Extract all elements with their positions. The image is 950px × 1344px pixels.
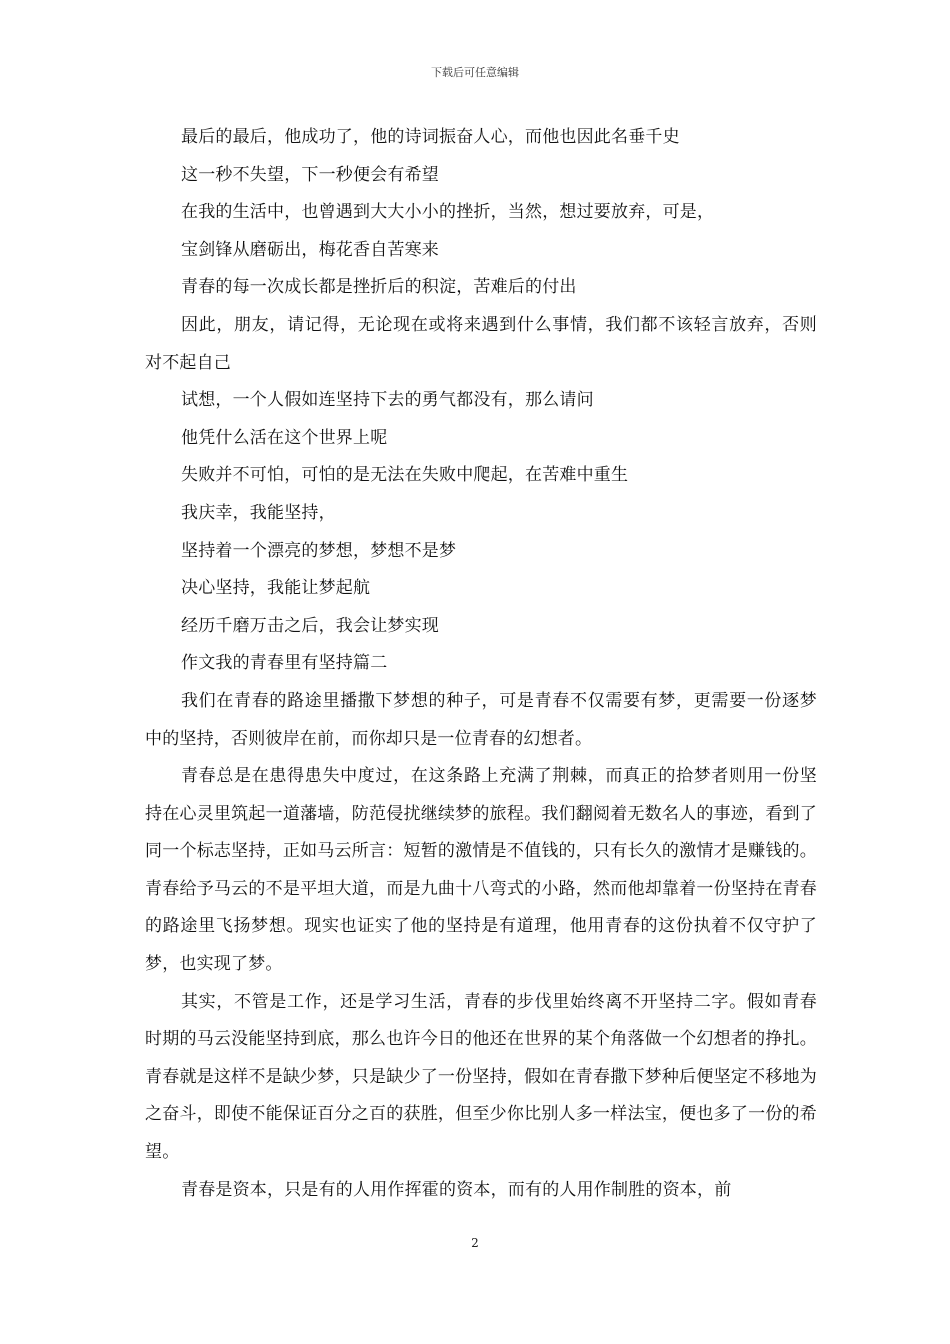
paragraph: 我们在青春的路途里播撒下梦想的种子，可是青春不仅需要有梦，更需要一份逐梦中的坚持，否则彼岸在前，而你却只是一位青春的幻想者。	[145, 690, 817, 749]
paragraph: 这一秒不失望，下一秒便会有希望	[181, 164, 439, 185]
paragraph: 他凭什么活在这个世界上呢	[181, 427, 388, 448]
paragraph: 其实，不管是工作，还是学习生活，青春的步伐里始终离不开坚持二字。假如青春时期的马云没能坚持到底，那么也许今日的他还在世界的某个角落做一个幻想者的挣扎。青春就是这样不是缺少梦，只是缺少了一份坚持，假如在青春撒下梦种后便坚定不移地为之奋斗，即使不能保证百分之百的获胜，但至少你比别人多一样法宝，便也多了一份的希望。	[145, 991, 817, 1163]
paragraph: 我庆幸，我能坚持，	[181, 502, 336, 523]
document-body	[145, 119, 817, 1209]
paragraph: 经历千磨万击之后，我会让梦实现	[181, 615, 439, 636]
paragraph: 在我的生活中，也曾遇到大大小小的挫折，当然，想过要放弃，可是，	[181, 202, 715, 223]
paragraph: 最后的最后，他成功了，他的诗词振奋人心，而他也因此名垂千史	[181, 127, 680, 147]
paragraph: 青春是资本，只是有的人用作挥霍的资本，而有的人用作制胜的资本，前	[181, 1179, 732, 1200]
paragraph: 青春总是在患得患失中度过，在这条路上充满了荆棘，而真正的拾梦者则用一份坚持在心灵里筑起一道藩墙，防范侵扰继续梦的旅程。我们翻阅着无数名人的事迹，看到了同一个标志坚持，正如马云所言：短暂的激情是不值钱的，只有长久的激情才是赚钱的。青春给予马云的不是平坦大道，而是九曲十八弯式的小路，然而他却靠着一份坚持在青春的路途里飞扬梦想。现实也证实了他的坚持是有道理，他用青春的这份执着不仅守护了梦，也实现了梦。	[145, 766, 817, 975]
paragraph: 青春的每一次成长都是挫折后的积淀，苦难后的付出	[181, 277, 577, 298]
paragraph: 因此，朋友，请记得，无论现在或将来遇到什么事情，我们都不该轻言放弃，否则对不起自己	[145, 314, 817, 373]
page-number: 2	[471, 1236, 479, 1250]
paragraph: 宝剑锋从磨砺出，梅花香自苦寒来	[181, 239, 439, 260]
page-header: 下载后可任意编辑	[431, 66, 519, 79]
paragraph: 失败并不可怕，可怕的是无法在失败中爬起，在苦难中重生	[181, 465, 629, 486]
paragraph: 坚持着一个漂亮的梦想，梦想不是梦	[181, 540, 457, 561]
section-title: 作文我的青春里有坚持篇二	[181, 653, 388, 674]
paragraph: 决心坚持，我能让梦起航	[181, 578, 371, 599]
paragraph: 试想，一个人假如连坚持下去的勇气都没有，那么请问	[181, 390, 594, 411]
